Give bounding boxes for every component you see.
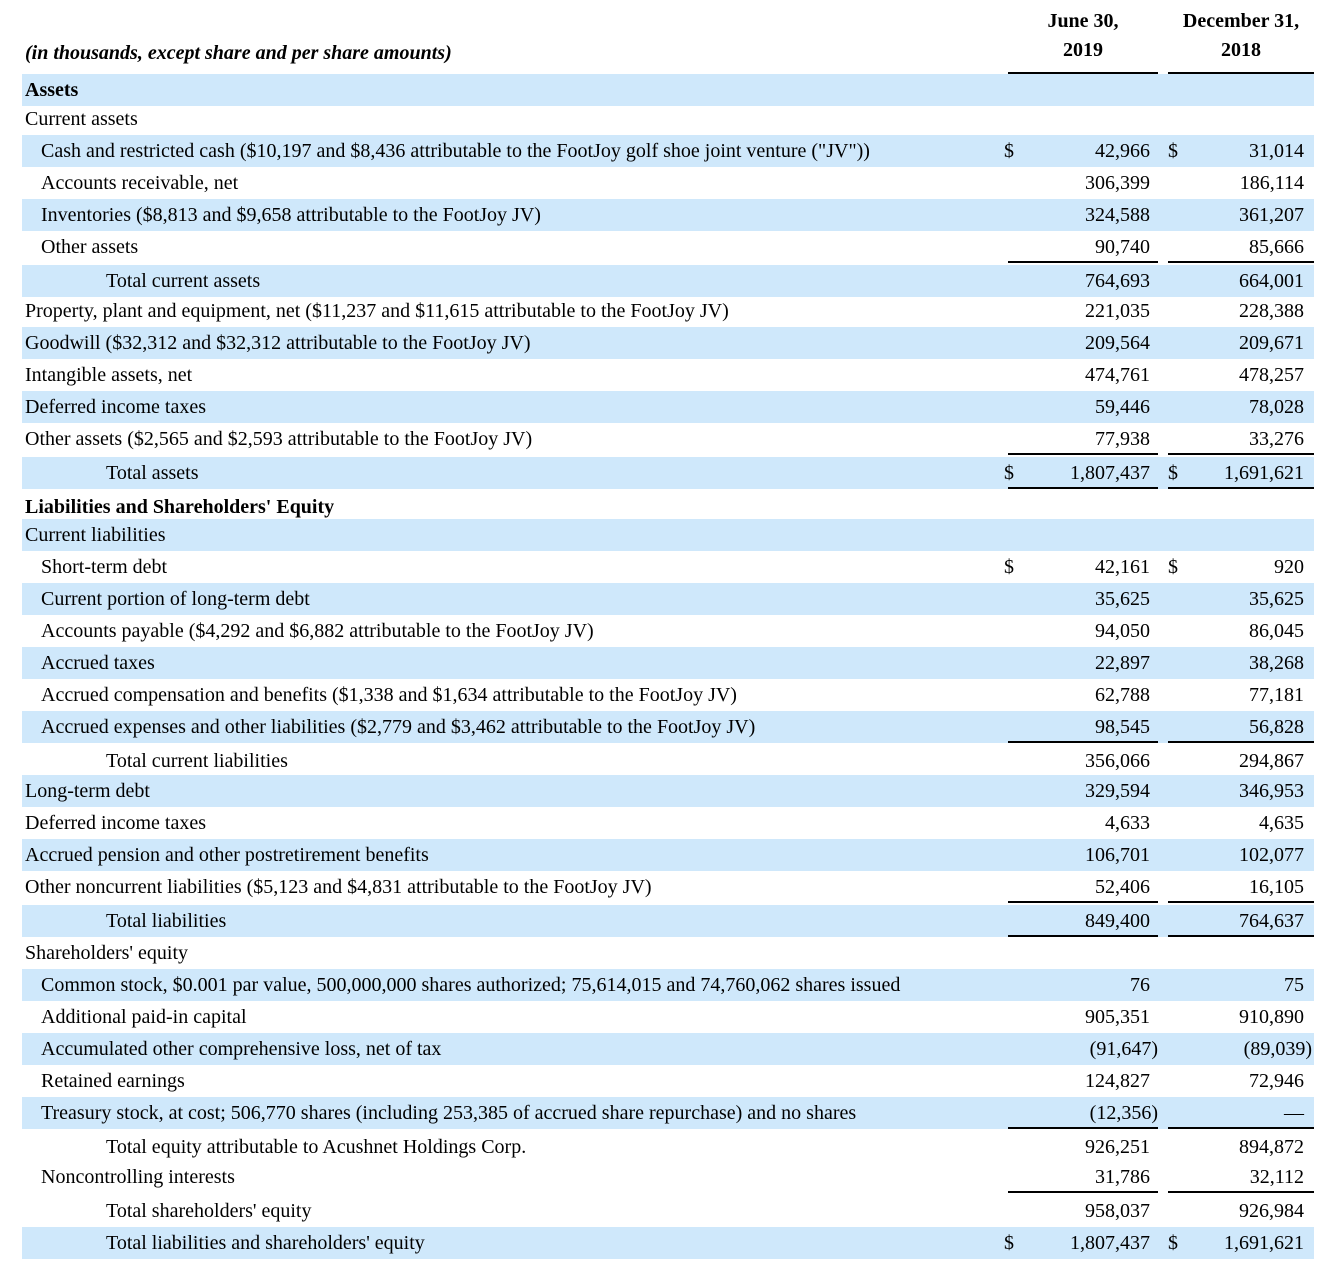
row-label: Total current assets <box>106 270 261 292</box>
row-label: Other assets ($2,565 and $2,593 attributable to the FootJoy JV) <box>25 428 533 450</box>
table-row <box>22 775 1314 807</box>
table-row <box>22 647 1314 679</box>
value-june-2019: 1,807,437 <box>1070 1232 1150 1254</box>
total-rule <box>1168 487 1314 489</box>
value-december-2018: — <box>1284 1102 1304 1124</box>
dollar-sign: $ <box>1004 140 1014 162</box>
value-december-2018: 228,388 <box>1239 300 1304 322</box>
value-december-2018: 1,691,621 <box>1224 462 1304 484</box>
value-december-2018: 33,276 <box>1249 428 1304 450</box>
column-header-line2: 2019 <box>1063 39 1103 61</box>
table-row <box>22 74 1314 106</box>
table-row <box>22 871 1314 903</box>
value-december-2018: 294,867 <box>1239 750 1304 772</box>
row-label: Total equity attributable to Acushnet Holdings Corp. <box>106 1136 527 1158</box>
row-label: Accounts receivable, net <box>41 172 239 194</box>
row-label: Noncontrolling interests <box>41 1166 235 1188</box>
dollar-sign: $ <box>1004 462 1014 484</box>
table-row <box>22 135 1314 167</box>
value-december-2018: 32,112 <box>1249 1166 1304 1188</box>
value-june-2019: 329,594 <box>1085 780 1150 802</box>
row-label: Deferred income taxes <box>25 396 207 418</box>
table-row <box>22 679 1314 711</box>
row-label: Total liabilities <box>106 910 227 932</box>
value-june-2019: 42,161 <box>1095 556 1150 578</box>
table-row <box>22 839 1314 871</box>
value-june-2019: (91,647) <box>1089 1038 1158 1060</box>
total-rule <box>1168 1127 1314 1129</box>
value-december-2018: 1,691,621 <box>1224 1232 1304 1254</box>
row-label: Total assets <box>106 462 199 484</box>
dollar-sign: $ <box>1168 140 1178 162</box>
value-december-2018: 75 <box>1284 974 1304 996</box>
total-rule <box>1168 901 1314 903</box>
row-label: Short-term debt <box>41 556 168 578</box>
total-rule <box>1008 1191 1158 1193</box>
value-june-2019: 98,545 <box>1095 716 1150 738</box>
row-label: Total shareholders' equity <box>106 1200 312 1222</box>
value-december-2018: 38,268 <box>1249 652 1304 674</box>
value-june-2019: 209,564 <box>1085 332 1150 354</box>
value-june-2019: 35,625 <box>1095 588 1150 610</box>
value-december-2018: 85,666 <box>1249 236 1304 258</box>
row-label: Other noncurrent liabilities ($5,123 and $4,831 attributable to the FootJoy JV) <box>25 876 652 898</box>
total-rule <box>1008 901 1158 903</box>
table-row <box>22 905 1314 937</box>
value-june-2019: 958,037 <box>1085 1200 1150 1222</box>
row-label: Goodwill ($32,312 and $32,312 attributable to the FootJoy JV) <box>25 332 531 354</box>
value-june-2019: 42,966 <box>1095 140 1150 162</box>
row-label: Total liabilities and shareholders' equity <box>106 1232 425 1254</box>
value-december-2018: 920 <box>1274 556 1304 578</box>
dollar-sign: $ <box>1004 1232 1014 1254</box>
table-row <box>22 711 1314 743</box>
value-june-2019: 905,351 <box>1085 1006 1150 1028</box>
column-header-line1: December 31, <box>1182 10 1300 32</box>
table-row <box>22 1065 1314 1097</box>
row-label: Deferred income taxes <box>25 812 207 834</box>
row-label: Long-term debt <box>25 780 150 802</box>
value-june-2019: 90,740 <box>1095 236 1150 258</box>
value-december-2018: 102,077 <box>1239 844 1304 866</box>
row-label: Current liabilities <box>25 524 166 546</box>
table-row <box>22 265 1314 297</box>
value-june-2019: 356,066 <box>1085 750 1150 772</box>
value-december-2018: 346,953 <box>1239 780 1304 802</box>
value-june-2019: 94,050 <box>1095 620 1150 642</box>
total-rule <box>1008 487 1158 489</box>
table-row <box>22 231 1314 263</box>
row-label: Accrued expenses and other liabilities ($2,779 and $3,462 attributable to the FootJoy JV) <box>41 716 756 738</box>
row-label: Total current liabilities <box>106 750 288 772</box>
table-row <box>22 1161 1314 1193</box>
table-row <box>22 423 1314 455</box>
table-row <box>22 807 1314 839</box>
value-december-2018: 664,001 <box>1239 270 1304 292</box>
dollar-sign: $ <box>1168 1232 1178 1254</box>
value-june-2019: 62,788 <box>1095 684 1150 706</box>
value-december-2018: 77,181 <box>1249 684 1304 706</box>
value-december-2018: 31,014 <box>1249 140 1304 162</box>
value-december-2018: 4,635 <box>1259 812 1304 834</box>
total-rule <box>1168 453 1314 455</box>
table-row <box>22 457 1314 489</box>
table-row <box>22 519 1314 551</box>
value-december-2018: 186,114 <box>1239 172 1304 194</box>
row-label: Other assets <box>41 236 139 258</box>
value-june-2019: 52,406 <box>1095 876 1150 898</box>
column-header-line1: June 30, <box>1047 10 1119 32</box>
column-header-december-2018 <box>1170 10 1312 62</box>
value-december-2018: 894,872 <box>1239 1136 1304 1158</box>
value-june-2019: 306,399 <box>1085 172 1150 194</box>
row-label: Assets <box>25 79 79 101</box>
table-row <box>22 551 1314 583</box>
table-row <box>22 969 1314 1001</box>
value-december-2018: 16,105 <box>1249 876 1304 898</box>
value-december-2018: 478,257 <box>1239 364 1304 386</box>
value-june-2019: 324,588 <box>1085 204 1150 226</box>
value-june-2019: 764,693 <box>1085 270 1150 292</box>
value-june-2019: (12,356) <box>1089 1102 1158 1124</box>
total-rule <box>1008 741 1158 743</box>
total-rule <box>1008 1127 1158 1129</box>
table-row <box>22 199 1314 231</box>
value-june-2019: 31,786 <box>1095 1166 1150 1188</box>
value-june-2019: 124,827 <box>1085 1070 1150 1092</box>
dollar-sign: $ <box>1168 462 1178 484</box>
dollar-sign: $ <box>1168 556 1178 578</box>
row-label: Treasury stock, at cost; 506,770 shares (including 253,385 of accrued share repurchase) and no shares <box>41 1102 857 1124</box>
table-row <box>22 1131 1314 1163</box>
dollar-sign: $ <box>1004 556 1014 578</box>
table-row <box>22 1097 1314 1129</box>
value-december-2018: 209,671 <box>1239 332 1304 354</box>
table-row <box>22 937 1314 969</box>
value-december-2018: 764,637 <box>1239 910 1304 932</box>
value-june-2019: 59,446 <box>1095 396 1150 418</box>
value-june-2019: 22,897 <box>1095 652 1150 674</box>
value-june-2019: 76 <box>1130 974 1150 996</box>
column-header-june-2019 <box>1010 10 1156 62</box>
row-label: Accumulated other comprehensive loss, net of tax <box>41 1038 442 1060</box>
total-rule <box>1008 453 1158 455</box>
table-row <box>22 359 1314 391</box>
row-label: Intangible assets, net <box>25 364 193 386</box>
column-header-line2: 2018 <box>1221 39 1261 61</box>
row-label: Common stock, $0.001 par value, 500,000,000 shares authorized; 75,614,015 and 74,760,062 shares issued <box>41 974 901 996</box>
value-june-2019: 926,251 <box>1085 1136 1150 1158</box>
value-december-2018: 926,984 <box>1239 1200 1304 1222</box>
row-label: Additional paid-in capital <box>41 1006 247 1028</box>
value-june-2019: 849,400 <box>1085 910 1150 932</box>
value-december-2018: 72,946 <box>1249 1070 1304 1092</box>
value-june-2019: 221,035 <box>1085 300 1150 322</box>
row-label: Property, plant and equipment, net ($11,237 and $11,615 attributable to the FootJoy JV) <box>25 300 729 322</box>
table-row <box>22 295 1314 327</box>
value-december-2018: (89,039) <box>1243 1038 1312 1060</box>
value-june-2019: 1,807,437 <box>1070 462 1150 484</box>
table-row <box>22 1227 1314 1259</box>
table-row <box>22 1001 1314 1033</box>
table-row <box>22 327 1314 359</box>
value-december-2018: 35,625 <box>1249 588 1304 610</box>
row-label: Accrued taxes <box>41 652 155 674</box>
value-june-2019: 4,633 <box>1105 812 1150 834</box>
row-label: Cash and restricted cash ($10,197 and $8,436 attributable to the FootJoy golf shoe joint venture ("JV")) <box>41 140 870 162</box>
row-label: Accrued pension and other postretirement benefits <box>25 844 429 866</box>
value-june-2019: 77,938 <box>1095 428 1150 450</box>
table-row <box>22 745 1314 777</box>
table-row <box>22 1195 1314 1227</box>
row-label: Shareholders' equity <box>25 942 189 964</box>
value-december-2018: 86,045 <box>1249 620 1304 642</box>
total-rule <box>1168 1191 1314 1193</box>
value-december-2018: 361,207 <box>1239 204 1304 226</box>
table-row <box>22 391 1314 423</box>
row-label: Current portion of long-term debt <box>41 588 310 610</box>
table-row <box>22 583 1314 615</box>
table-row <box>22 615 1314 647</box>
value-december-2018: 78,028 <box>1249 396 1304 418</box>
row-label: Inventories ($8,813 and $9,658 attributable to the FootJoy JV) <box>41 204 541 226</box>
units-note: (in thousands, except share and per share amounts) <box>25 42 452 64</box>
value-december-2018: 910,890 <box>1239 1006 1304 1028</box>
value-june-2019: 106,701 <box>1085 844 1150 866</box>
total-rule <box>1168 261 1314 263</box>
row-label: Liabilities and Shareholders' Equity <box>25 496 335 518</box>
table-row <box>22 1033 1314 1065</box>
value-december-2018: 56,828 <box>1249 716 1304 738</box>
row-label: Accrued compensation and benefits ($1,338 and $1,634 attributable to the FootJoy JV) <box>41 684 737 706</box>
row-label: Accounts payable ($4,292 and $6,882 attributable to the FootJoy JV) <box>41 620 594 642</box>
total-rule <box>1168 741 1314 743</box>
row-label: Current assets <box>25 108 138 130</box>
value-june-2019: 474,761 <box>1085 364 1150 386</box>
table-row <box>22 167 1314 199</box>
row-label: Retained earnings <box>41 1070 185 1092</box>
table-row <box>22 103 1314 135</box>
total-rule <box>1008 261 1158 263</box>
